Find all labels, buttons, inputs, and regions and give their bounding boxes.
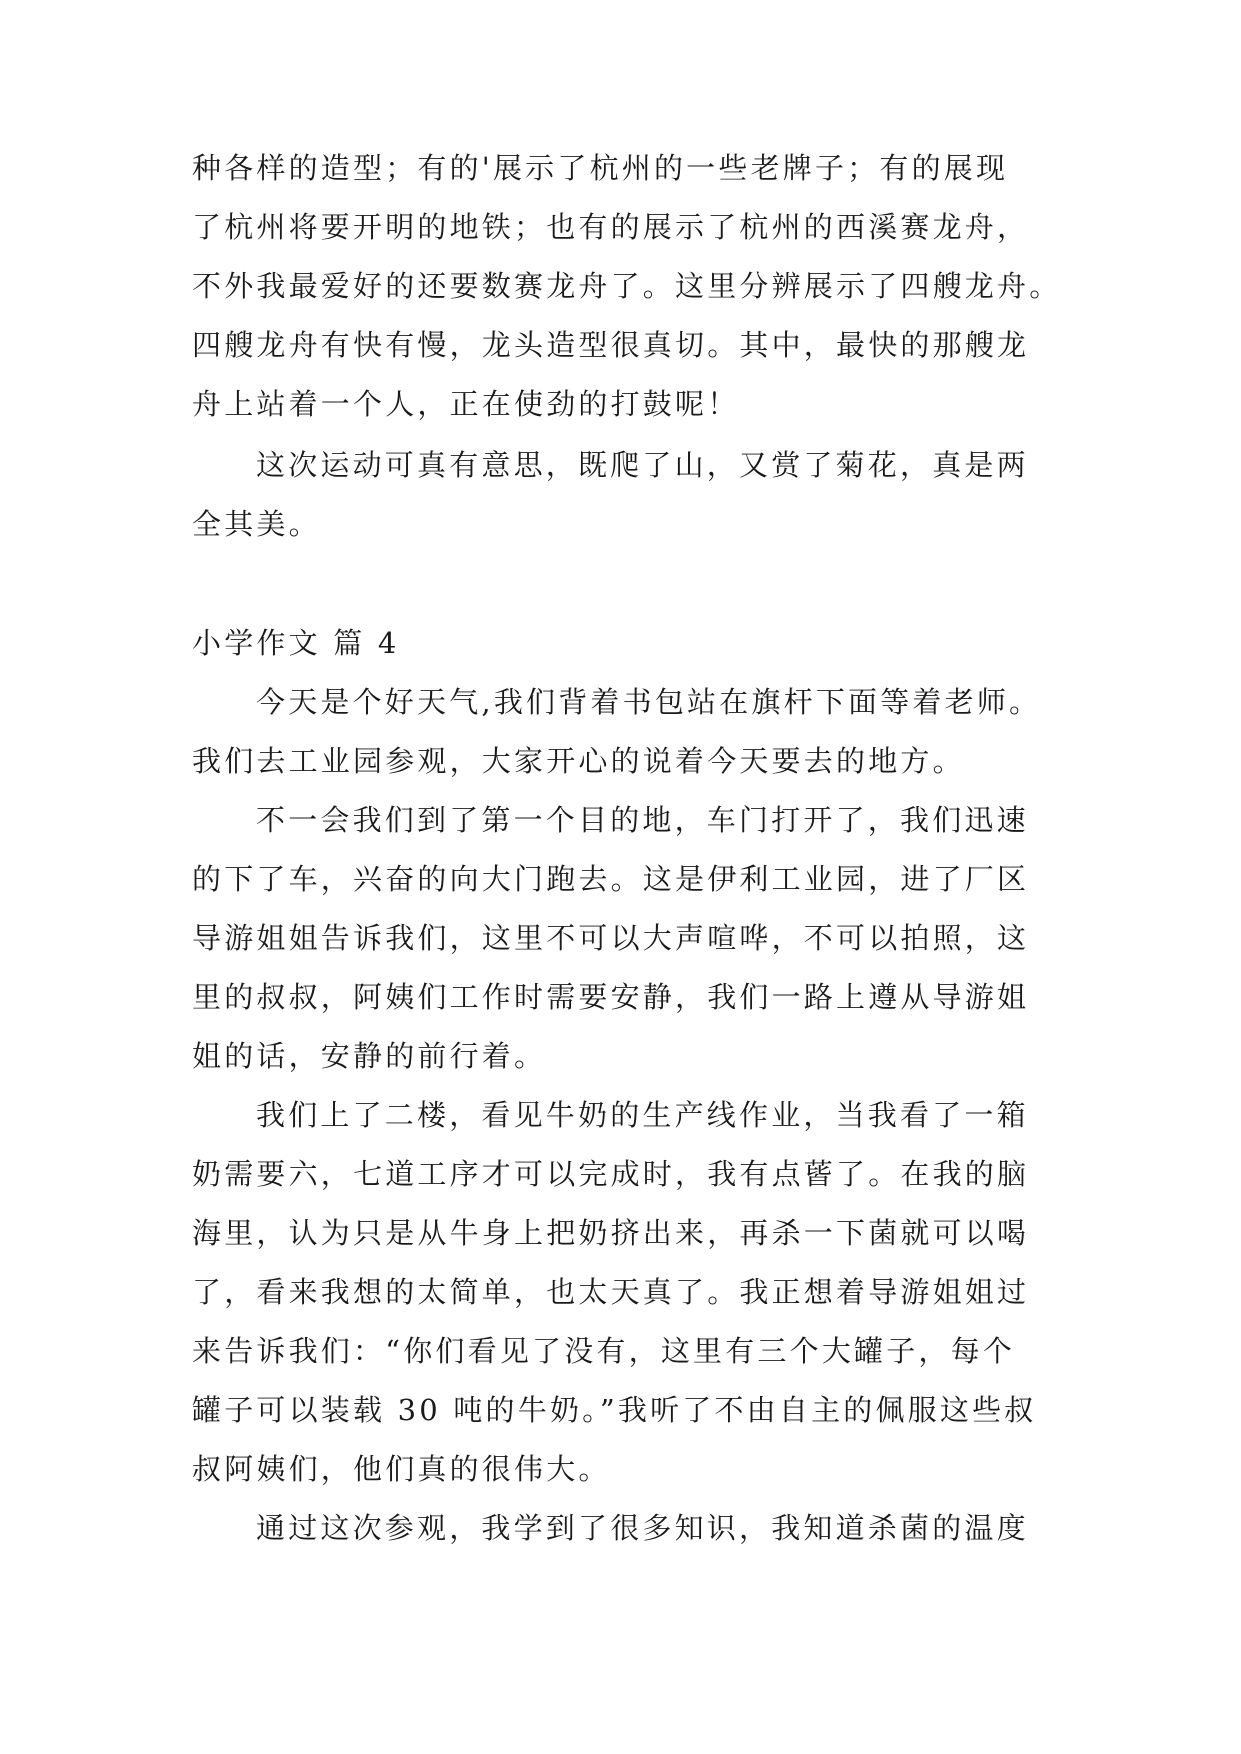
text-line: 来告诉我们：“你们看见了没有，这里有三个大罐子，每个 xyxy=(192,1334,1016,1368)
text-line: 导游姐姐告诉我们，这里不可以大声喧哗，不可以拍照，这 xyxy=(192,921,1030,955)
text-line: 海里，认为只是从牛身上把奶挤出来，再杀一下菌就可以喝 xyxy=(192,1216,1030,1250)
text-line: 种各样的造型；有的'展示了杭州的一些老牌子；有的展现 xyxy=(192,151,1009,185)
text-line: 通过这次参观，我学到了很多知识，我知道杀菌的温度 xyxy=(256,1511,1029,1545)
text-line: 的下了车，兴奋的向大门跑去。这是伊利工业园，进了厂区 xyxy=(192,862,1030,896)
text-line: 叔阿姨们，他们真的很伟大。 xyxy=(192,1452,611,1486)
text-line: 里的叔叔，阿姨们工作时需要安静，我们一路上遵从导游姐 xyxy=(192,980,1030,1014)
text-line: 罐子可以装载 30 吨的牛奶。”我听了不由自主的佩服这些叔 xyxy=(192,1393,1037,1427)
text-line: 姐的话，安静的前行着。 xyxy=(192,1039,547,1073)
text-line: 不一会我们到了第一个目的地，车门打开了，我们迅速 xyxy=(256,803,1029,837)
text-line: 我们上了二楼，看见牛奶的生产线作业，当我看了一箱 xyxy=(256,1098,1029,1132)
text-line: 奶需要六，七道工序才可以完成时，我有点蒈了。在我的脑 xyxy=(192,1157,1030,1191)
text-line: 了，看来我想的太简单，也太天真了。我正想着导游姐姐过 xyxy=(192,1275,1030,1309)
text-line: 全其美。 xyxy=(192,507,321,541)
text-line: 我们去工业园参观，大家开心的说着今天要去的地方。 xyxy=(192,744,965,778)
text-line: 了杭州将要开明的地铁；也有的展示了杭州的西溪赛龙舟， xyxy=(192,210,1030,244)
text-line: 舟上站着一个人，正在使劲的打鼓呢！ xyxy=(192,387,740,421)
text-line: 不外我最爱好的还要数赛龙舟了。这里分辨展示了四艘龙舟。 xyxy=(192,269,1062,303)
section-heading: 小学作文 篇 4 xyxy=(192,626,400,660)
text-line: 四艘龙舟有快有慢，龙头造型很真切。其中，最快的那艘龙 xyxy=(192,328,1030,362)
text-line: 这次运动可真有意思，既爬了山，又赏了菊花，真是两 xyxy=(256,448,1029,482)
text-line: 今天是个好天气,我们背着书包站在旗杆下面等着老师。 xyxy=(256,685,1042,719)
